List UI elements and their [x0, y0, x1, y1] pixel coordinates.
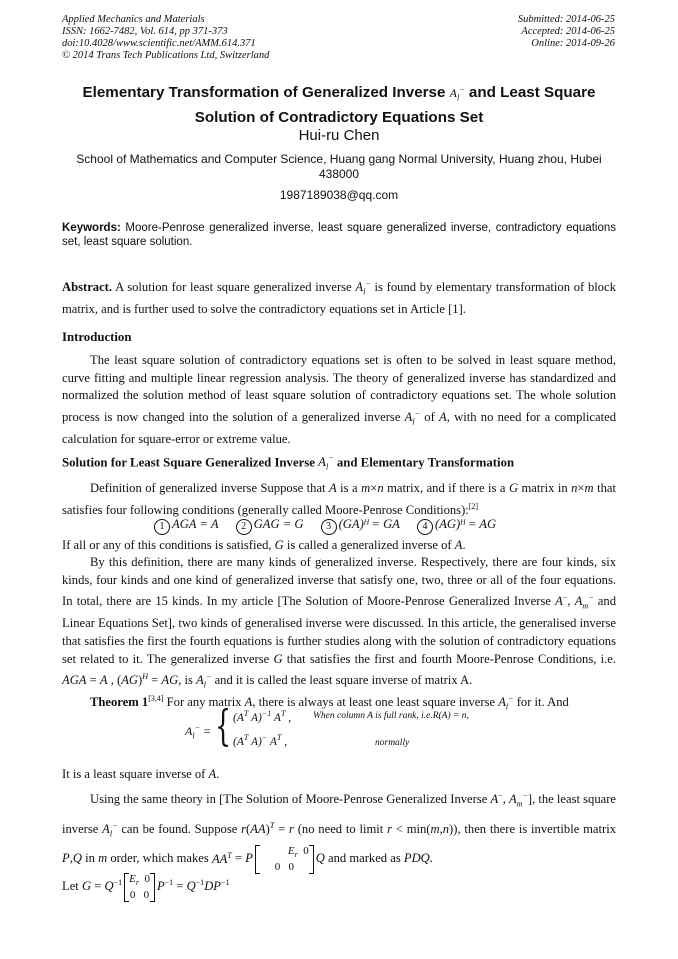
journal-info [62, 14, 362, 62]
author-email: 1987189038@qq.com [279, 188, 399, 202]
paper-title: Elementary Transformation of Generalized Inverse $A_l^-$ and Least Square Solution of Contradictory Equations Set [82, 84, 596, 127]
block-matrix-g: $E_r$ 0 0 0 [124, 873, 155, 902]
section-heading-solution: Solution for Least Square Generalized Inverse $A_l^-$ and Elementary Transformation [62, 454, 515, 472]
author-name: Hui-ru Chen [298, 127, 380, 144]
least-square-note: It is a least square inverse of A. [62, 767, 220, 781]
condition-1: 1 AGA = A [154, 517, 219, 531]
condition-note: If all or any of this conditions is satisfied, G is called a generalized inverse of A. [62, 538, 466, 552]
section-heading-introduction: Introduction [62, 330, 132, 344]
using-paragraph: Using the same theory in [The Solution of Moore-Penrose Generalized Inverse A−, $A_m^-$], the least square inverse $A_l^-$ can be found. Suppose r(AA)$^T$ = r (no need to limit r < min(m,n)), then there is invertible matrix P,Q in m order, which makes $AA^T = PE_r$ 0 0 0Q and marked as PDQ. [62, 791, 617, 874]
least-square-inverse-formula: $A_l^-$ = { ($A^T$ A)$^{-1}$ $A^T$ , When column A is full rank, i.e.R(A) = n, ($A^T$ A)− $A^T$ , normally [185, 701, 469, 750]
affiliation: School of Mathematics and Computer Science, Huang gang Normal University, Huang zhou, Hubei 438000 [76, 152, 602, 181]
abstract: Abstract. A solution for least square generalized inverse $A_l^-$ is found by elementary transformation of block matrix, and is further used to solve the contradictory equations set in Article [1]. [62, 279, 616, 317]
doi: doi:10.4028/www.scientific.net/AMM.614.371 [62, 38, 256, 49]
kinds-paragraph: By this definition, there are many kinds of generalized inverse. Respectively, there are four kinds, six kinds, four kinds and one kind of generalized inverse that satisfy one, two, three or all of the four equations. In total, there are 15 kinds. In my article [The Solution of Moore-Penrose Generalized Inverse A−, $A_m^-$ and Linear Equations Set], two kinds of generalised inverse were discussed. In this article, the generalised inverse that satisfies the first the fourth equations is further studies along with the solution of contradictory equations set related to it. The generalized inverse G that satisfies the first and fourth Moore-Penrose Conditions, i.e. AGA = A , (AG)$^H$ = AG, is $A_l^-$ and it is called the least square inverse of matrix A. [62, 555, 617, 690]
online-date: Online: 2014-09-26 [531, 38, 615, 49]
condition-3: 3 (GA)ᴴ = GA [321, 517, 400, 531]
left-brace: { [215, 701, 232, 750]
let-statement: Let $G = Q^{-1}$ $E_r$ 0 0 $0P^{-1} = Q^{-1}DP^{-1}$ [62, 872, 230, 901]
condition-2: 2 GAG = G [236, 517, 304, 531]
issn: ISSN: 1662-7482, Vol. 614, pp 371-373 [62, 26, 228, 37]
definition-paragraph: Definition of generalized inverse Suppose that A is a m×n matrix, and if there is a G matrix in n×m that satisfies four following conditions (generally called Moore-Penrose Conditions):[2] [62, 481, 616, 517]
journal-name: Applied Mechanics and Materials [62, 14, 205, 25]
submitted-date: Submitted: 2014-06-25 [517, 14, 615, 25]
block-matrix: $E_r$ 0 0 0 [255, 845, 314, 874]
moore-penrose-conditions [154, 517, 510, 535]
condition-4: 4 (AG)ᴴ = AG [417, 517, 496, 531]
keywords: Keywords: Moore-Penrose generalized inverse, least square generalized inverse, contradictory equations set, least square solution. [62, 222, 616, 248]
accepted-date: Accepted: 2014-06-25 [521, 26, 615, 37]
copyright: © 2014 Trans Tech Publications Ltd, Switzerland [62, 50, 270, 61]
theorem-1: Theorem 1[3,4] For any matrix A, there is always at least one least square inverse $A_l^-$ for it. And [90, 694, 569, 712]
dates-info [415, 14, 615, 50]
intro-paragraph: The least square solution of contradictory equations set is often to be solved in least square method, curve fitting and multiple linear regression analysis. The theory of generalized inverse has standardized and normalized the solution method of least square solution of contradictory equations set. The whole solution process is now changed into the solution of a generalized inverse $A_l^-$ of A, with no need for a complicated calculation for square-error or extreme value. [62, 353, 616, 447]
